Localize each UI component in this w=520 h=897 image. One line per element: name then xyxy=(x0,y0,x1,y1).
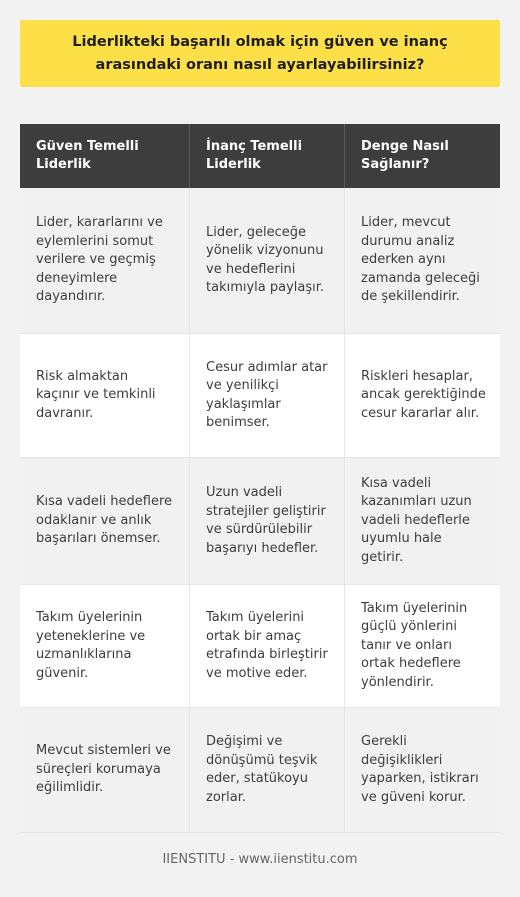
table-cell: Mevcut sistemleri ve süreçleri korumaya eğilimlidir. xyxy=(20,708,190,833)
table-cell: Lider, geleceğe yönelik vizyonunu ve hedeflerini takımıyla paylaşır. xyxy=(190,188,345,334)
footer-credit: IIENSTITU - www.iienstitu.com xyxy=(162,852,358,867)
table-cell: Cesur adımlar atar ve yenilikçi yaklaşımlar benimser. xyxy=(190,334,345,458)
table-cell: Riskleri hesaplar, ancak gerektiğinde cesur kararlar alır. xyxy=(345,334,500,458)
table-cell: Uzun vadeli stratejiler geliştirir ve sürdürülebilir başarıyı hedefler. xyxy=(190,458,345,585)
column-header-trust: Güven Temelli Liderlik xyxy=(20,124,190,188)
table-cell: Lider, mevcut durumu analiz ederken aynı zamanda geleceği de şekillendirir. xyxy=(345,188,500,334)
table-cell: Kısa vadeli kazanımları uzun vadeli hedeflerle uyumlu hale getirir. xyxy=(345,458,500,585)
title-banner xyxy=(20,20,500,87)
table-cell: Kısa vadeli hedeflere odaklanır ve anlık başarıları önemser. xyxy=(20,458,190,585)
comparison-table xyxy=(20,124,500,833)
table-cell: Risk almaktan kaçınır ve temkinli davranır. xyxy=(20,334,190,458)
column-header-balance: Denge Nasıl Sağlanır? xyxy=(345,124,500,188)
column-header-belief: İnanç Temelli Liderlik xyxy=(190,124,345,188)
page-title: Liderlikteki başarılı olmak için güven ve inanç arasındaki oranı nasıl ayarlayabilirsiniz? xyxy=(72,33,448,73)
table-cell: Takım üyelerini ortak bir amaç etrafında birleştirir ve motive eder. xyxy=(190,585,345,708)
table-cell: Takım üyelerinin yeteneklerine ve uzmanlıklarına güvenir. xyxy=(20,585,190,708)
table-cell: Gerekli değişiklikleri yaparken, istikrarı ve güveni korur. xyxy=(345,708,500,833)
table-cell: Değişimi ve dönüşümü teşvik eder, statükoyu zorlar. xyxy=(190,708,345,833)
table-cell: Takım üyelerinin güçlü yönlerini tanır ve onları ortak hedeflere yönlendirir. xyxy=(345,585,500,708)
table-cell: Lider, kararlarını ve eylemlerini somut verilere ve geçmiş deneyimlere dayandırır. xyxy=(20,188,190,334)
